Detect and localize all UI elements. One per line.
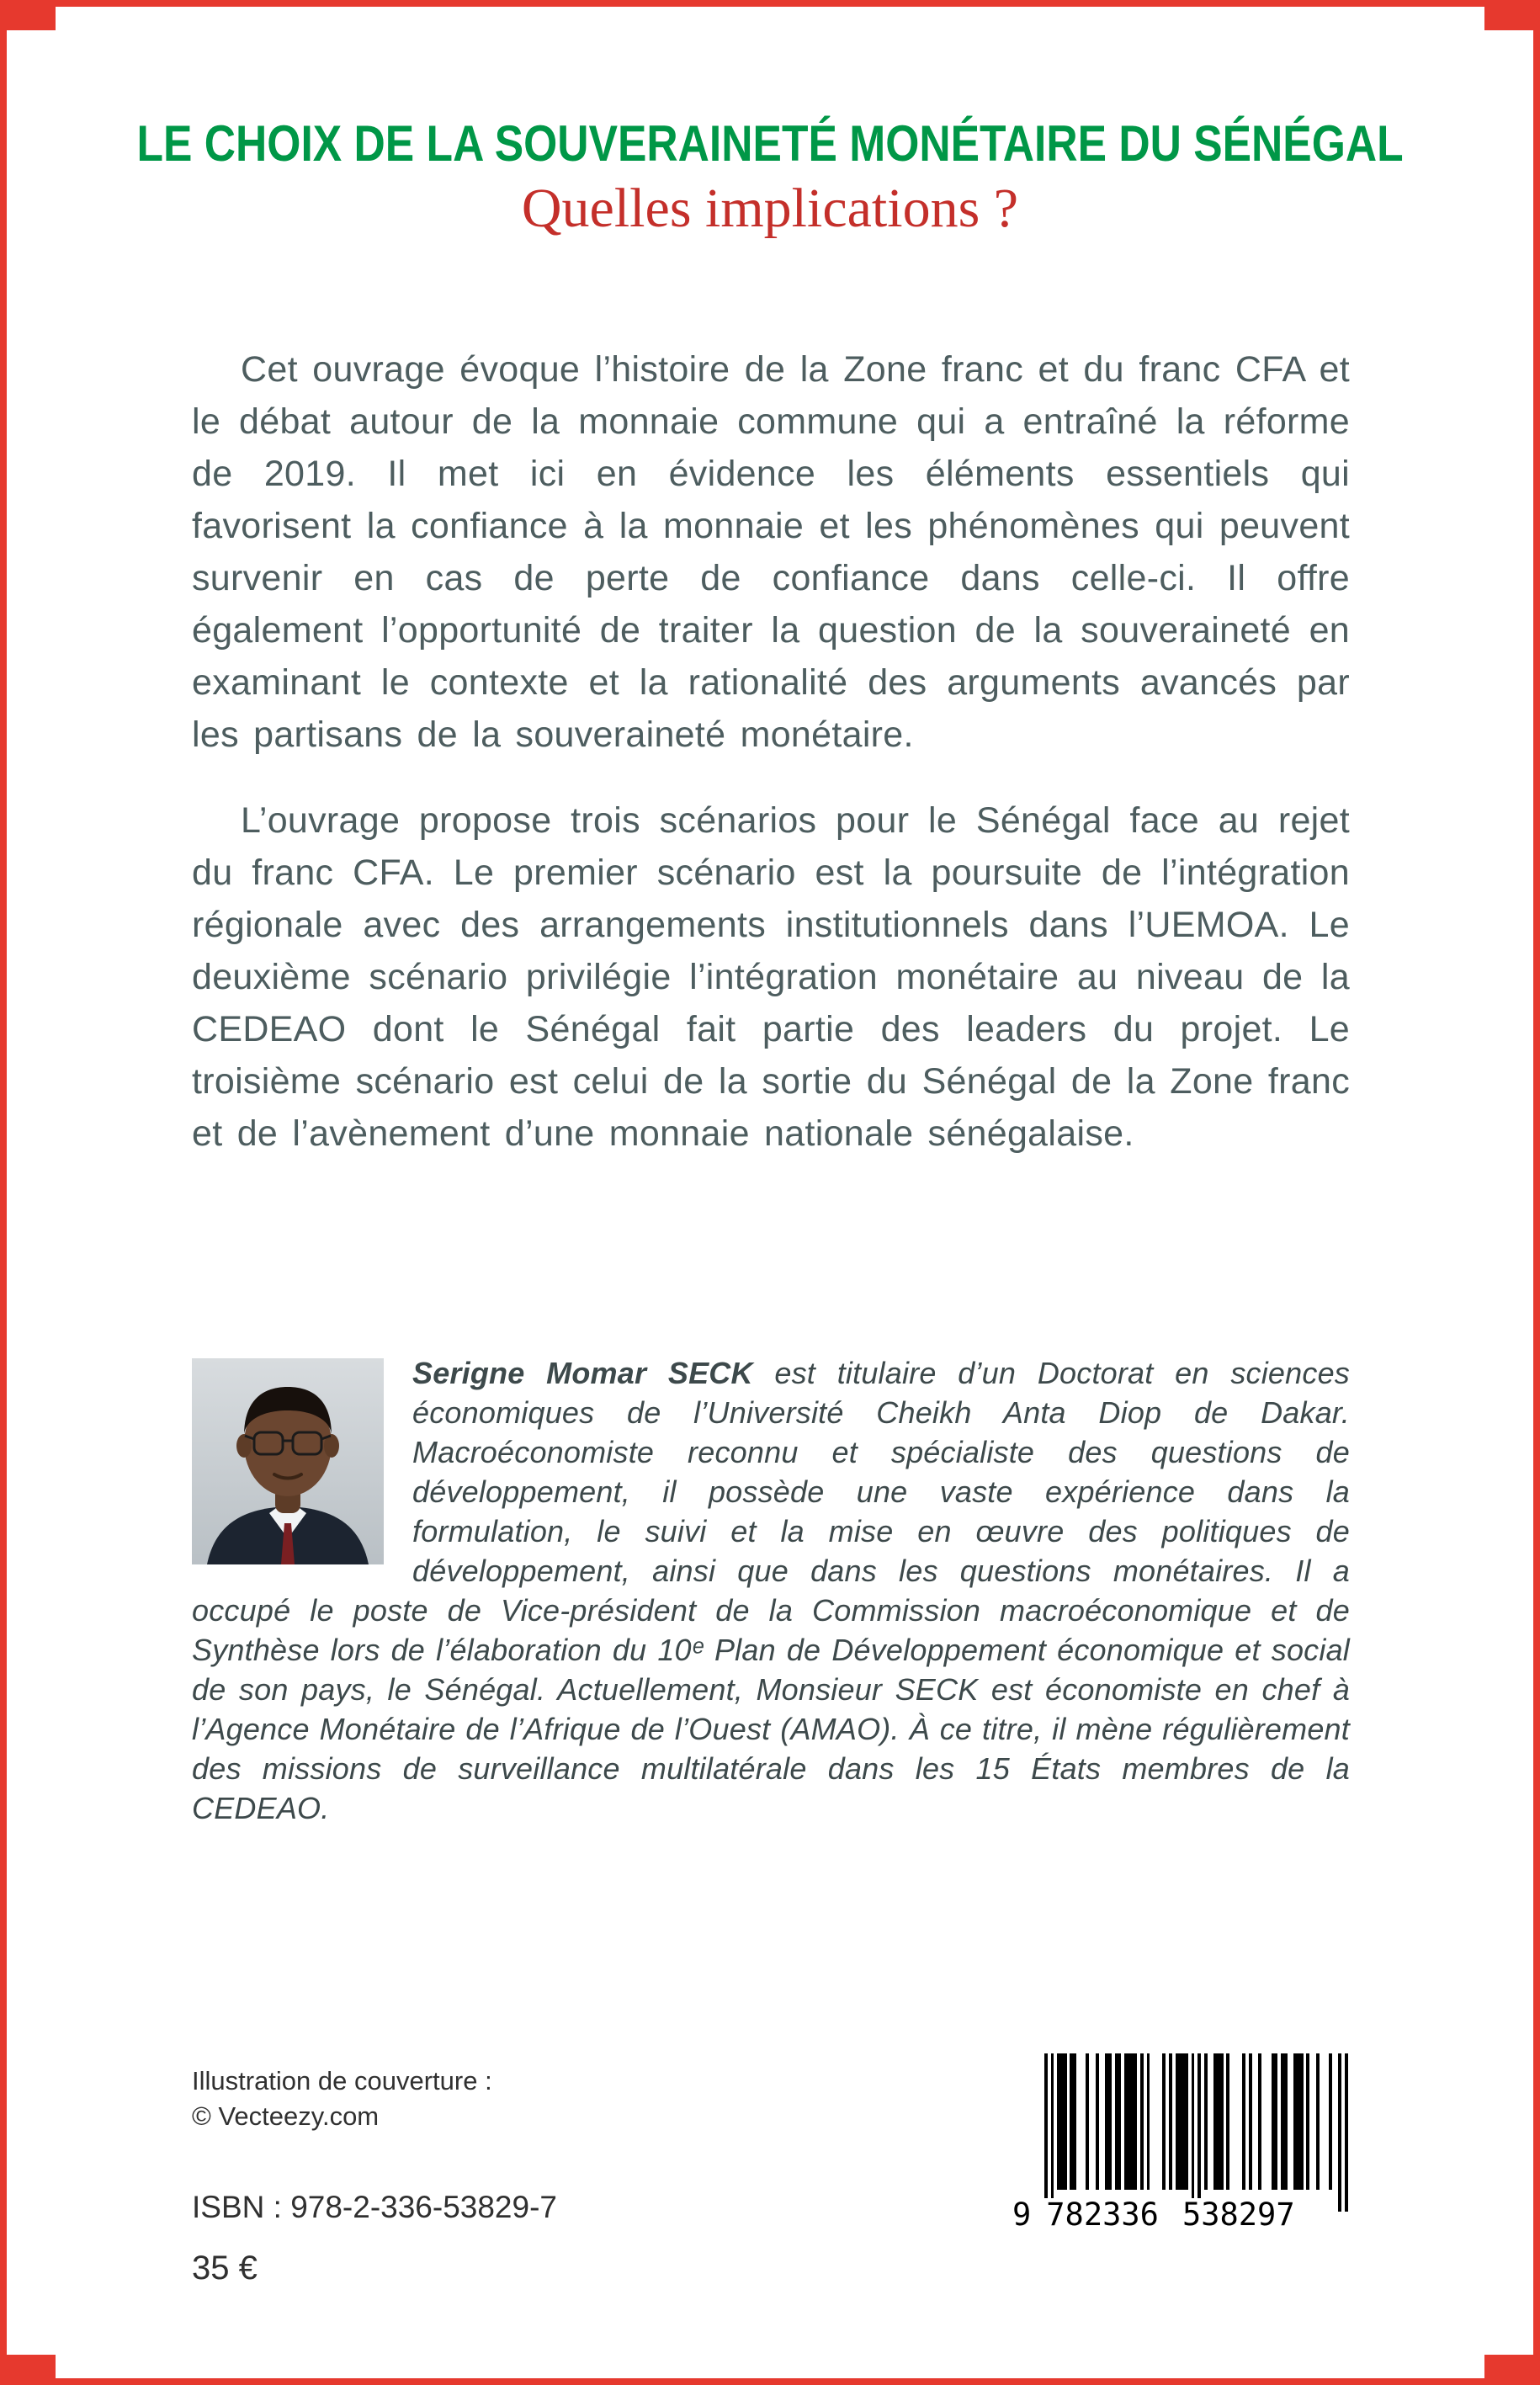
frame-corner-top-right (1484, 0, 1540, 30)
isbn: ISBN : 978-2-336-53829-7 (192, 2190, 557, 2224)
frame-top-rule (0, 0, 1540, 7)
frame-left-rule (0, 0, 7, 2385)
synopsis (192, 343, 1350, 1193)
author-bio-text: est titulaire d’un Doctorat en sciences économiques de l’Université Cheikh Anta Diop de Dakar. Macroéconomiste reconnu et spécialiste des questions de développement, il possède une vaste expérience dans la formulation, le suivi et la mise en œuvre des politiques de développement, ainsi que dans les questions monétaires. Il a occupé le poste de Vice-président de la Commission macroéconomique et de Synthèse lors de l’élaboration du 10ᵉ Plan de Développement économique et social de son pays, le Sénégal. Actuellement, Monsieur SECK est économiste en chef à l’Agence Monétaire de l’Afrique de l’Ouest (AMAO). À ce titre, il mène régulièrement des missions de surveillance multilatérale dans les 15 États membres de la CEDEAO. (192, 1356, 1350, 1825)
barcode-digits-right: 538297 (1177, 2198, 1300, 2232)
frame-right-rule (1533, 0, 1540, 2385)
barcode-bars (1044, 2053, 1348, 2212)
barcode-digits-left: 782336 (1041, 2198, 1164, 2232)
synopsis-paragraph: Cet ouvrage évoque l’histoire de la Zone franc et du franc CFA et le débat autour de la monnaie commune qui a entraîné la réforme de 2019. Il met ici en évidence les éléments essentiels qui favorisent la confiance à la monnaie et les phénomènes qui peuvent survenir en cas de perte de confiance dans celle-ci. Il offre également l’opportunité de traiter la question de la souveraineté en examinant le contexte et la rationalité des arguments avancés par les partisans de la souveraineté monétaire. (192, 349, 1350, 755)
credits-block (192, 2064, 557, 2286)
author-photo (192, 1358, 384, 1564)
author-name: Serigne Momar SECK (412, 1356, 753, 1390)
barcode (1012, 2050, 1359, 2234)
price: 35 € (192, 2250, 258, 2287)
barcode-number (1012, 2198, 1300, 2232)
book-subtitle: Quelles implications ? (521, 178, 1019, 239)
synopsis-paragraph: L’ouvrage propose trois scénarios pour le Sénégal face au rejet du franc CFA. Le premier scénario est la poursuite de l’intégration régionale avec des arrangements institutionnels dans l’UEMOA. Le deuxième scénario privilégie l’intégration monétaire au niveau de la CEDEAO dont le Sénégal fait partie des leaders du projet. Le troisième scénario est celui de la sortie du Sénégal de la Zone franc et de l’avènement d’une monnaie nationale sénégalaise. (192, 800, 1350, 1154)
illustration-source: © Vecteezy.com (192, 2101, 380, 2131)
frame-corner-top-left (0, 0, 56, 30)
illustration-credit: Illustration de couverture : (192, 2066, 492, 2096)
frame-corner-bottom-left (0, 2355, 56, 2385)
book-title-text: LE CHOIX DE LA SOUVERAINETÉ MONÉTAIRE DU SÉNÉGAL (136, 115, 1404, 172)
author-bio (192, 1353, 1350, 1828)
frame-corner-bottom-right (1484, 2355, 1540, 2385)
frame-bottom-rule (0, 2378, 1540, 2385)
barcode-digit-system: 9 (1012, 2196, 1032, 2233)
book-title (0, 116, 1540, 172)
